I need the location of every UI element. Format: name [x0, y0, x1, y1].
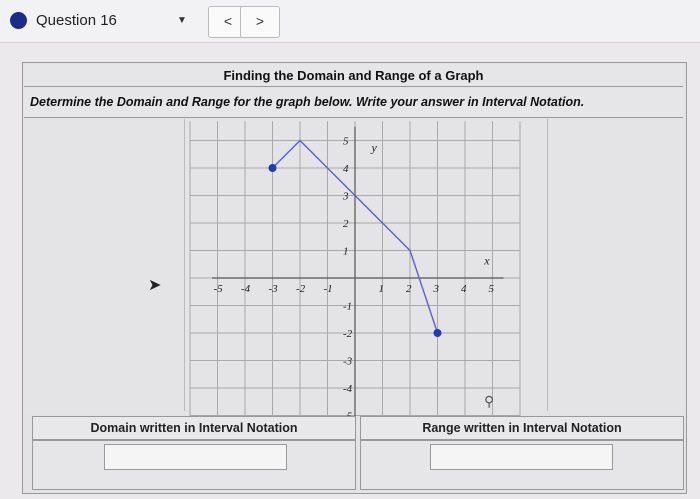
- y-tick-label: 1: [343, 245, 349, 258]
- y-tick-label: -1: [343, 300, 353, 313]
- y-tick-label: -4: [343, 383, 353, 395]
- x-tick-label: 1: [378, 283, 384, 295]
- range-label: Range written in Interval Notation: [360, 416, 684, 440]
- y-tick-label: 5: [343, 135, 349, 148]
- x-tick-label: -1: [323, 283, 333, 295]
- question-status-icon: [10, 12, 27, 29]
- arrow-cursor-icon: ➤: [148, 277, 162, 294]
- x-tick-label: 4: [461, 283, 467, 295]
- y-tick-label: -2: [343, 328, 353, 340]
- closed-endpoint: [269, 164, 277, 172]
- previous-question-button[interactable]: <: [208, 6, 248, 38]
- y-tick-label: 2: [343, 218, 349, 230]
- x-tick-label: 5: [488, 283, 494, 295]
- next-question-button[interactable]: >: [240, 6, 280, 38]
- domain-label: Domain written in Interval Notation: [32, 416, 356, 440]
- closed-endpoint: [434, 329, 442, 337]
- x-tick-label: -4: [241, 283, 251, 295]
- x-tick-label: -3: [268, 283, 278, 295]
- y-axis-label: y: [371, 140, 377, 155]
- cell-divider: [184, 119, 185, 411]
- question-number-label[interactable]: Question 16: [36, 12, 117, 29]
- x-tick-label: -5: [213, 283, 223, 295]
- problem-title: Finding the Domain and Range of a Graph: [24, 64, 683, 87]
- x-axis-label: x: [484, 253, 490, 268]
- range-input[interactable]: [430, 444, 613, 470]
- question-dropdown-icon[interactable]: ▼: [177, 15, 187, 26]
- y-tick-label: 4: [343, 163, 349, 175]
- domain-input[interactable]: [104, 444, 287, 470]
- top-navigation-bar: [0, 0, 700, 43]
- x-tick-label: -2: [296, 283, 306, 295]
- coordinate-graph: [190, 120, 520, 412]
- x-tick-label: 3: [433, 283, 439, 295]
- cell-divider: [547, 119, 548, 411]
- x-tick-label: 2: [406, 283, 412, 295]
- y-tick-label: 3: [343, 190, 349, 203]
- y-tick-label: -3: [343, 355, 353, 368]
- problem-instructions: Determine the Domain and Range for the graph below. Write your answer in Interval Notation.: [24, 88, 683, 118]
- magnifier-icon[interactable]: ⚲: [484, 393, 495, 409]
